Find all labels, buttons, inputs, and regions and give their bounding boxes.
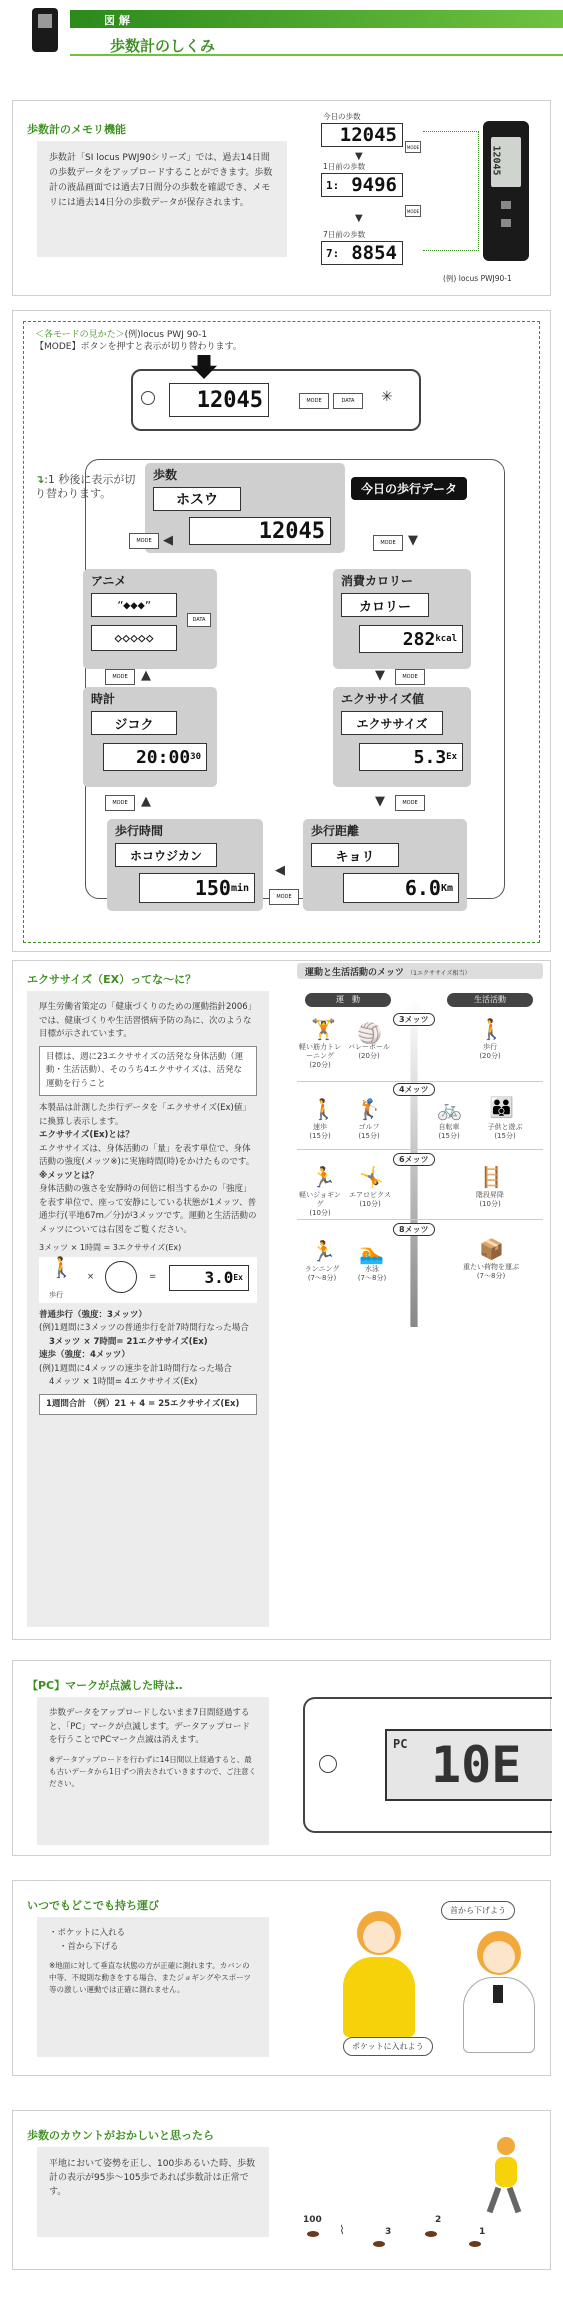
modes-auto-note: ↴:1 秒後に表示が切り替わります。: [35, 473, 136, 500]
formula-unit: Ex: [233, 1272, 243, 1282]
modes-intro: [35, 329, 242, 353]
carry-woman-neck: [453, 1931, 543, 2057]
panel-distance: [303, 819, 467, 911]
equals-sign: =: [149, 1271, 157, 1282]
pc-text-box: [37, 1697, 269, 1845]
formula-lcd: [169, 1265, 249, 1291]
panel-clock-value: 20:00: [135, 746, 191, 768]
modes-device-data-button[interactable]: DATA: [333, 393, 363, 409]
clock-icon: [105, 1261, 137, 1293]
carry-woman-pocket: [333, 1911, 423, 2041]
memory-down-arrow-1: ▼: [355, 151, 363, 162]
panel-steps-top: ホスウ: [153, 487, 241, 511]
today-banner: 今日の歩行データ: [351, 477, 467, 500]
mets-fig-kids: 👪: [489, 1095, 514, 1119]
mets-item-fastwalk: 速歩 (15分): [309, 1123, 331, 1140]
mets-fig-run: 🏃: [311, 1239, 336, 1263]
mets-fig-volleyball: 🏐: [357, 1021, 382, 1045]
exercise-h-fast: 速歩（強度：4メッツ）: [39, 1350, 130, 1360]
mets-title-bar: [297, 963, 543, 979]
pc-device: [303, 1697, 552, 1833]
mode-button-calorie-exercise: MODE: [395, 669, 425, 685]
panel-exercise-unit: Ex: [446, 752, 457, 762]
panel-walktime-title: 歩行時間: [115, 824, 164, 838]
panel-exercise-top: エクササイズ: [341, 711, 443, 735]
panel-exercise-title: エクササイズ値: [341, 692, 425, 706]
mets-fig-walk: 🚶: [479, 1017, 504, 1041]
count-num-2: 2: [435, 2215, 442, 2225]
mets-chart: [297, 963, 543, 1327]
panel-walktime-top: ホコウジカン: [115, 843, 217, 867]
day1-prefix: 1:: [326, 178, 340, 192]
modes-auto-note-text: :1 秒後に表示が切り替わります。: [35, 473, 136, 500]
modes-intro-text: 【MODE】ボタンを押すと表示が切り替わります。: [35, 342, 242, 352]
count-num-3: 3: [385, 2227, 392, 2237]
panel-calorie-unit: kcal: [435, 634, 457, 644]
panel-walktime: [107, 819, 263, 911]
panel-distance-title: 歩行距離: [311, 824, 360, 838]
exercise-total: 1週間合計 （例）21 + 4 = 25エクササイズ(Ex): [39, 1394, 257, 1416]
arrow-up-1: ▲: [141, 794, 151, 809]
panel-steps: [145, 463, 345, 553]
panel-walktime-value: 150: [194, 876, 231, 900]
exercise-p3: エクササイズは、身体活動の「量」を表す単位で、身体活動の強度(メッツ※)に実施時間(時)をかけたものです。: [39, 1143, 255, 1167]
mode-button-walktime-clock: MODE: [105, 795, 135, 811]
count-section: [12, 2110, 551, 2270]
arrow-left-2: ◀: [275, 863, 285, 878]
mets-item-aerobics: エアロビクス (10分): [349, 1191, 391, 1208]
mets-level-6: 6メッツ: [393, 1153, 435, 1166]
mets-fig-golf: 🏌: [357, 1097, 382, 1121]
panel-steps-title: 歩数: [153, 468, 178, 482]
exercise-fast-text: (例)1週間に4メッツの速歩を計1時間行なった場合: [39, 1363, 232, 1374]
modes-intro-example: (例)locus PWJ 90-1: [124, 330, 208, 340]
memory-device-text: 12045: [491, 145, 502, 176]
panel-anime-bottom: ◇◇◇◇◇: [91, 625, 177, 651]
memory-lcd-day7-label: 7日前の歩数: [323, 230, 366, 239]
exercise-formula-illustration: [39, 1254, 257, 1303]
mets-col-life: 生活活動: [447, 993, 533, 1007]
panel-distance-top: キョリ: [311, 843, 399, 867]
exercise-p1: 厚生労働省策定の「健康づくりのための運動指針2006」では、健康づくりや生活習慣病予防の為に、次のような目標が示されています。: [39, 1002, 257, 1039]
panel-calorie-value: 282: [402, 628, 436, 650]
modes-device-mode-button[interactable]: MODE: [299, 393, 329, 409]
count-text: 平地において姿勢を正し、100歩あるいた時、歩数計の表示が95歩～105歩であれば歩数計は正常です。: [37, 2147, 269, 2237]
memory-section: [12, 100, 551, 296]
mets-fig-fastwalk: 🚶: [311, 1097, 336, 1121]
exercise-normal-calc: 3メッツ × 7時間= 21エクササイズ(Ex): [49, 1336, 208, 1347]
header-label-bar: [70, 10, 563, 28]
exercise-p2: 本製品は計測した歩行データを「エクササイズ(Ex)値」に換算し表示します。: [39, 1103, 251, 1127]
mets-item-kids: 子供と遊ぶ (15分): [487, 1123, 523, 1140]
memory-caption: (例) locus PWJ90-1: [443, 274, 512, 283]
panel-walktime-lcd: [139, 873, 255, 903]
exercise-h-normal: 普通歩行（強度：3メッツ）: [39, 1309, 147, 1320]
arrow-up-2: ▲: [141, 668, 151, 683]
exercise-text-box: [27, 991, 269, 1627]
count-footprints: 100 ⌇ 3 2 1: [303, 2215, 543, 2255]
day7-prefix: 7:: [326, 246, 340, 260]
memory-down-arrow-2: ▼: [355, 213, 363, 224]
exercise-normal-text: (例)1週間に3メッツの普通歩行を計7時間行なった場合: [39, 1323, 249, 1333]
count-num-1: 1: [479, 2227, 486, 2237]
mode-button-steps-anime: MODE: [129, 533, 159, 549]
modes-device-walker-icon: ✳: [381, 389, 393, 405]
panel-anime-title: アニメ: [91, 574, 127, 588]
memory-lcd-today: 12045: [321, 123, 403, 147]
carry-item-1: ・ポケットに入れる: [49, 1928, 126, 1938]
day1-value: 9496: [351, 174, 397, 196]
mets-title-note: （1エクササイズ相当）: [407, 970, 471, 977]
count-title: 歩数のカウントがおかしいと思ったら: [27, 2129, 214, 2142]
panel-exercise: [333, 687, 471, 787]
panel-steps-value: 12045: [189, 517, 331, 545]
modes-device-lcd: 12045: [169, 383, 269, 417]
panel-distance-lcd: [343, 873, 459, 903]
pc-section: [12, 1660, 551, 1856]
panel-clock-top: ジコク: [91, 711, 177, 735]
mode-button-exercise-distance: MODE: [395, 795, 425, 811]
exercise-title: エクササイズ（EX）ってな～に？: [27, 973, 197, 986]
formula-value: 3.0: [204, 1267, 234, 1287]
memory-title: 歩数計のメモリ機能: [27, 123, 126, 136]
mets-item-bicycle: 自転車 (15分): [438, 1123, 460, 1140]
mets-item-volleyball: バレーボール (20分): [348, 1043, 390, 1060]
modes-intro-title: ＜各モードの見かた＞: [35, 330, 125, 340]
mets-level-8: 8メッツ: [393, 1223, 435, 1236]
panel-anime-top: ʺ◆◆◆ʺ: [91, 593, 177, 617]
exercise-goal: 目標は、週に23エクササイズの活発な身体活動（運動・生活活動）、そのうち4エクササイズは、活発な運動を行うこと: [39, 1046, 257, 1097]
header-title-bar: [70, 32, 563, 56]
pc-text: 歩数データをアップロードしないまま7日間経過すると、「PC」マークが点滅します。データアップロードを行うことでPCマーク点滅は消えます。: [49, 1708, 251, 1745]
memory-device: [483, 121, 529, 261]
mets-fig-stairs: 🪜: [479, 1165, 504, 1189]
panel-calorie-title: 消費カロリー: [341, 574, 414, 588]
memory-btn-mode-2: MODE: [405, 205, 421, 217]
mets-item-swim: 水泳 (7～8分): [357, 1265, 387, 1282]
panel-calorie-top: カロリー: [341, 593, 429, 617]
memory-lcd-today-label: 今日の歩数: [323, 112, 361, 121]
panel-calorie: [333, 569, 471, 669]
modes-device: [131, 369, 421, 431]
mets-fig-bicycle: 🚲: [437, 1097, 462, 1121]
exercise-section: [12, 960, 551, 1640]
mets-fig-strength: 🏋: [311, 1017, 336, 1041]
mets-item-run: ランニング (7～8分): [304, 1265, 340, 1282]
mets-item-carry: 重たい荷物を運ぶ (7～8分): [463, 1263, 519, 1280]
mets-title: 運動と生活活動のメッツ: [305, 968, 405, 978]
carry-note: ※地面に対して垂直な状態の方が正確に測れます。カバンの中等、不規則な動きをする場合、またジョギングやスポーツ等の激しい運動では正確に測れません。: [49, 1961, 251, 1994]
pc-lcd: [385, 1729, 552, 1801]
mets-level-3: 3メッツ: [393, 1013, 435, 1026]
arrow-left-1: ◀: [163, 533, 173, 548]
arrow-down-1: ▼: [408, 533, 418, 548]
header-device-icon: [32, 8, 58, 52]
mets-fig-jog: 🏃: [311, 1165, 336, 1189]
panel-distance-value: 6.0: [404, 876, 441, 900]
memory-lcd-day1: [321, 173, 403, 197]
mets-item-golf: ゴルフ (15分): [358, 1123, 380, 1140]
memory-text: 歩数計「SI locus PWJ90シリーズ」では、過去14日間の歩数データをアップロードすることができます。歩数計の液晶画面では過去7日間分の歩数を確認でき、メモリには過去14日分の歩数データが保存されます。: [37, 141, 287, 257]
carry-title: いつでもどこでも持ち運び: [27, 1899, 159, 1912]
mets-fig-swim: 🏊: [359, 1241, 384, 1265]
mets-level-4: 4メッツ: [393, 1083, 435, 1096]
carry-text-box: [37, 1917, 269, 2057]
exercise-fast-calc: 4メッツ × 1時間= 4エクササイズ(Ex): [49, 1377, 198, 1387]
count-runner-icon: [481, 2137, 531, 2217]
mets-fig-aerobics: 🤸: [359, 1165, 384, 1189]
carry-bubble-neck: 首から下げよう: [441, 1901, 515, 1920]
arrow-down-3: ▼: [375, 794, 385, 809]
mode-button-steps-calorie: MODE: [373, 535, 403, 551]
memory-lcd-day7: [321, 241, 403, 265]
count-num-100: 100: [303, 2215, 322, 2225]
panel-walktime-unit: min: [230, 882, 249, 894]
modes-section: [12, 310, 551, 952]
pc-lcd-value: 10E: [431, 1736, 522, 1794]
mets-col-exercise: 運 動: [305, 993, 391, 1007]
pc-mark: PC: [393, 1737, 408, 1751]
panel-clock-title: 時計: [91, 692, 116, 706]
panel-exercise-lcd: [359, 743, 463, 771]
mets-item-strength: 軽い筋力トレーニング (20分): [299, 1043, 341, 1069]
header-label: 図 解: [104, 14, 130, 27]
mets-item-walk: 歩行 (20分): [479, 1043, 501, 1060]
carry-item-2: ・首から下げる: [59, 1941, 119, 1952]
memory-lcd-day1-label: 1日前の歩数: [323, 162, 366, 171]
header: [0, 0, 563, 60]
walker-icon: 🚶: [49, 1254, 74, 1279]
exercise-h-ex: エクササイズ(Ex)とは？: [39, 1130, 134, 1140]
pc-note: ※データアップロードを行わずに14日間以上経過すると、最も古いデータから1日ずつ消去されていきますので、ご注意ください。: [49, 1754, 257, 1788]
panel-anime: [83, 569, 217, 669]
panel-clock-sec: 30: [190, 752, 201, 762]
memory-btn-mode-1: MODE: [405, 141, 421, 153]
multiply-sign: ×: [87, 1271, 95, 1282]
mode-button-distance-walktime: MODE: [269, 889, 299, 905]
pc-title: 【PC】マークが点滅した時は‥: [27, 1679, 183, 1692]
exercise-p4: 身体活動の強さを安静時の何倍に相当するかの「強度」を表す単位で、座って安静にしている状態が1メッツ、普通歩行(平地67m／分)が3メッツです。運動と生活活動のメッツについては右図をご覧ください。: [39, 1184, 257, 1235]
day7-value: 8854: [351, 242, 397, 264]
panel-clock-lcd: [103, 743, 207, 771]
mets-fig-carry: 📦: [479, 1237, 504, 1261]
panel-calorie-lcd: [359, 625, 463, 653]
memory-device-screen: [491, 137, 521, 187]
carry-bubble-pocket: ポケットに入れよう: [343, 2037, 433, 2056]
panel-exercise-value: 5.3: [413, 746, 447, 768]
memory-dotted-link: [423, 131, 479, 251]
formula-walk-label: 歩行: [49, 1290, 63, 1299]
panel-distance-unit: Km: [440, 882, 453, 894]
mets-item-stairs: 階段昇降 (10分): [476, 1191, 504, 1208]
exercise-formula: 3メッツ × 1時間 = 3エクササイズ(Ex): [39, 1243, 182, 1252]
mode-button-clock-anime: MODE: [105, 669, 135, 685]
exercise-h-mets: ※メッツとは？: [39, 1170, 99, 1181]
panel-anime-data-button: DATA: [187, 613, 211, 627]
arrow-down-2: ▼: [375, 668, 385, 683]
carry-section: [12, 1880, 551, 2076]
panel-clock: [83, 687, 217, 787]
mets-item-jog: 軽いジョギング (10分): [299, 1191, 341, 1217]
page-title: 歩数計のしくみ: [110, 37, 216, 55]
